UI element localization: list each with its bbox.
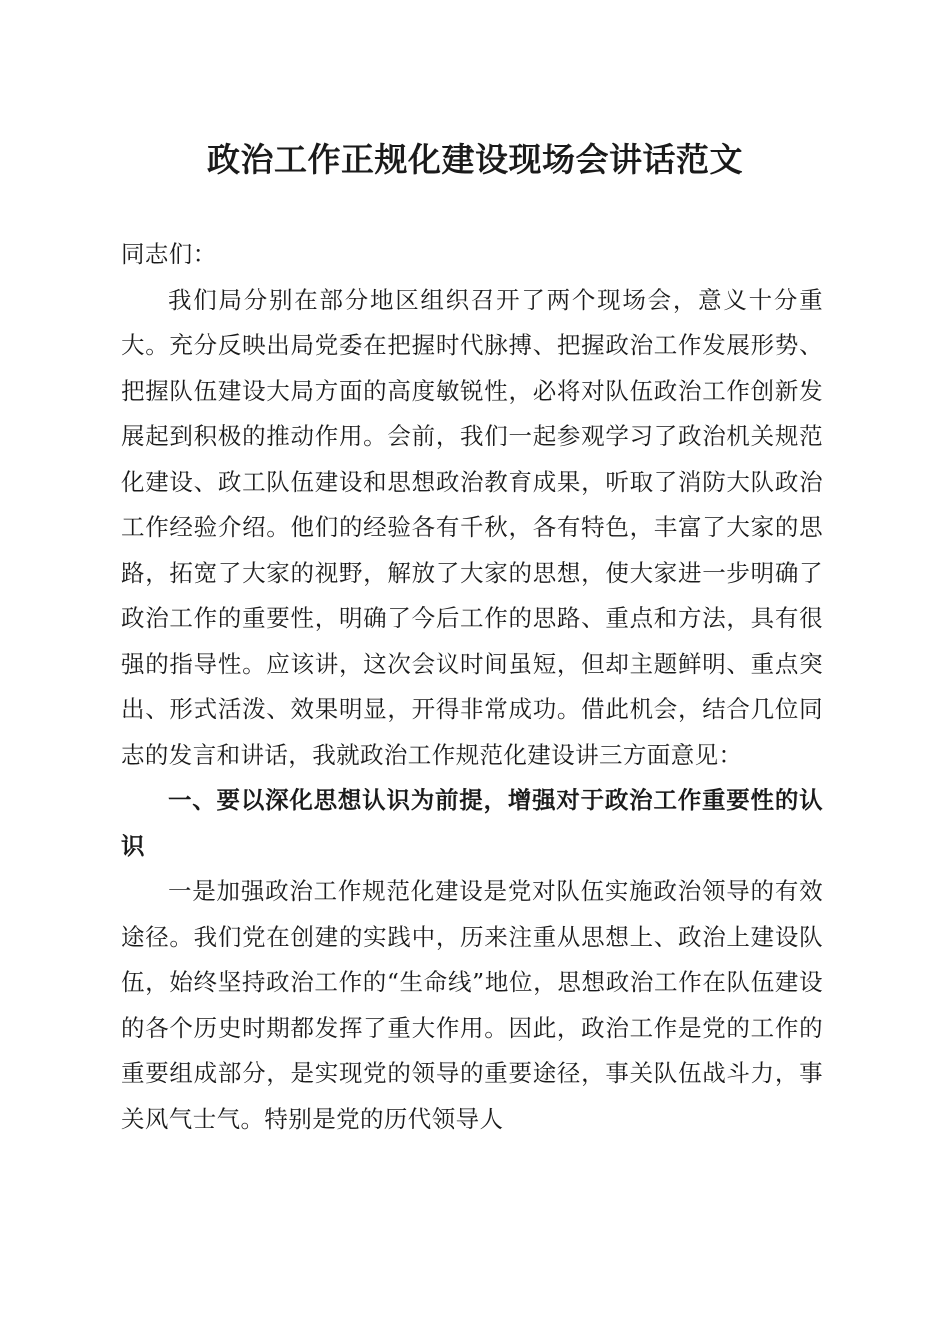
section-paragraph: 一是加强政治工作规范化建设是党对队伍实施政治领导的有效途径。我们党在创建的实践中，历来注重从思想上、政治上建设队伍，始终坚持政治工作的“生命线”地位，思想政治工作在队伍建设的各个历史时期都发挥了重大作用。因此，政治工作是党的工作的重要组成部分，是实现党的领导的重要途径，事关队伍战斗力，事关风气士气。特别是党的历代领导人: [121, 877, 823, 1133]
intro-paragraph: 我们局分别在部分地区组织召开了两个现场会，意义十分重大。充分反映出局党委在把握时代脉搏、把握政治工作发展形势、把握队伍建设大局方面的高度敏锐性，必将对队伍政治工作创新发展起到积极的推动作用。会前，我们一起参观学习了政治机关规范化建设、政工队伍建设和思想政治教育成果，听取了消防大队政治工作经验介绍。他们的经验各有千秋，各有特色，丰富了大家的思路，拓宽了大家的视野，解放了大家的思想，使大家进一步明确了政治工作的重要性，明确了今后工作的思路、重点和方法，具有很强的指导性。应该讲，这次会议时间虽短，但却主题鲜明、重点突出、形式活泼、效果明显，开得非常成功。借此机会，结合几位同志的发言和讲话，我就政治工作规范化建设讲三方面意见：: [121, 285, 823, 769]
salutation: 同志们：: [121, 240, 217, 268]
document-title: 政治工作正规化建设现场会讲话范文: [207, 140, 743, 179]
section-heading: 一、要以深化思想认识为前提，增强对于政治工作重要性的认识: [121, 786, 823, 860]
document-body: [121, 232, 823, 1142]
